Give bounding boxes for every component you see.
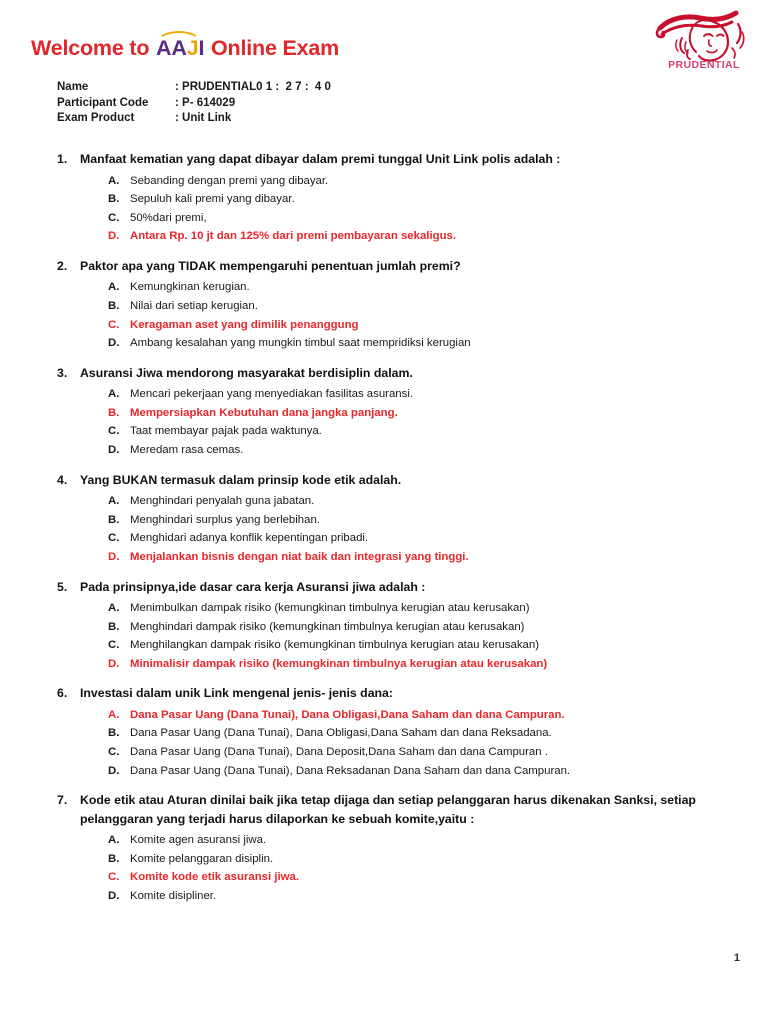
answer-option-text: Menghindari penyalah guna jabatan. <box>130 495 315 508</box>
participant-info <box>57 80 331 127</box>
answer-option-letter: B. <box>108 727 120 740</box>
answer-option[interactable] <box>0 850 768 869</box>
question-number: 6. <box>57 686 68 701</box>
answer-option[interactable] <box>0 278 768 297</box>
answer-option-letter: B. <box>108 406 120 419</box>
answer-option-letter: C. <box>108 532 120 545</box>
question-block <box>0 471 768 567</box>
answer-option-letter: D. <box>108 890 120 903</box>
answer-option[interactable] <box>0 297 768 316</box>
aaji-letter-j: J <box>186 36 199 60</box>
question-block <box>0 684 768 780</box>
answer-option-letter: D. <box>108 764 120 777</box>
answer-option[interactable] <box>0 334 768 353</box>
answer-option-letter: A. <box>108 834 120 847</box>
answer-option-selected[interactable] <box>0 316 768 335</box>
info-value-name: : PRUDENTIAL0 1 : 2 7 : 4 0 <box>175 81 331 93</box>
question-heading <box>0 257 768 276</box>
answer-option[interactable] <box>0 618 768 637</box>
answer-option[interactable] <box>0 599 768 618</box>
question-text: Pada prinsipnya,ide dasar cara kerja Asuransi jiwa adalah : <box>80 579 426 594</box>
answer-option[interactable] <box>0 762 768 781</box>
answer-option[interactable] <box>0 887 768 906</box>
answer-option-letter: B. <box>108 193 120 206</box>
answer-option-letter: D. <box>108 444 120 457</box>
page-title <box>31 36 339 61</box>
question-text: Asuransi Jiwa mendorong masyarakat berdisiplin dalam. <box>80 365 413 380</box>
answer-option[interactable] <box>0 636 768 655</box>
answer-option-letter: B. <box>108 513 120 526</box>
answer-option-selected[interactable] <box>0 227 768 246</box>
answer-option[interactable] <box>0 492 768 511</box>
answer-option-text: Menjalankan bisnis dengan niat baik dan integrasi yang tinggi. <box>130 550 469 563</box>
answer-option-selected[interactable] <box>0 706 768 725</box>
answer-option-text: Sebanding dengan premi yang dibayar. <box>130 174 329 187</box>
answer-option-list <box>0 599 768 673</box>
answer-option-text: Komite disipliner. <box>130 890 217 903</box>
answer-option-letter: A. <box>108 281 120 294</box>
info-row-name <box>57 80 331 96</box>
answer-option-letter: D. <box>108 230 120 243</box>
answer-option-text: Mempersiapkan Kebutuhan dana jangka panjang. <box>130 406 398 419</box>
question-block <box>0 364 768 460</box>
question-text: Manfaat kematian yang dapat dibayar dalam premi tunggal Unit Link polis adalah : <box>80 152 561 166</box>
answer-option-selected[interactable] <box>0 548 768 567</box>
answer-option-text: Menghindari dampak risiko (kemungkinan timbulnya kerugian atau kerusakan) <box>130 620 525 633</box>
answer-option[interactable] <box>0 441 768 460</box>
question-number: 3. <box>57 365 68 380</box>
aaji-letter-a1: A <box>156 36 172 60</box>
answer-option-text: Dana Pasar Uang (Dana Tunai), Dana Obligasi,Dana Saham dan dana Campuran. <box>130 708 565 721</box>
answer-option[interactable] <box>0 172 768 191</box>
answer-option[interactable] <box>0 529 768 548</box>
answer-option-list <box>0 278 768 352</box>
question-block <box>0 791 768 905</box>
answer-option-selected[interactable] <box>0 868 768 887</box>
answer-option-text: Dana Pasar Uang (Dana Tunai), Dana Deposit,Dana Saham dan dana Campuran . <box>130 746 548 759</box>
answer-option-selected[interactable] <box>0 655 768 674</box>
answer-option[interactable] <box>0 190 768 209</box>
info-label-participant-code: Participant Code <box>57 96 149 109</box>
question-number: 2. <box>57 258 68 273</box>
info-row-exam-product <box>57 111 331 127</box>
question-block <box>0 578 768 674</box>
page-title-suffix: Online Exam <box>205 36 340 60</box>
question-block <box>0 257 768 353</box>
answer-option-text: Keragaman aset yang dimilik penanggung <box>130 318 359 331</box>
answer-option-text: 50%dari premi, <box>130 211 207 224</box>
answer-option-text: Antara Rp. 10 jt dan 125% dari premi pembayaran sekaligus. <box>130 230 457 243</box>
answer-option-text: Menimbulkan dampak risiko (kemungkinan timbulnya kerugian atau kerusakan) <box>130 602 530 614</box>
aaji-letter-i: I <box>198 36 205 60</box>
answer-option-text: Nilai dari setiap kerugian. <box>130 299 258 312</box>
answer-option-text: Kemungkinan kerugian. <box>130 281 250 294</box>
answer-option-text: Minimalisir dampak risiko (kemungkinan timbulnya kerugian atau kerusakan) <box>130 657 548 670</box>
page-header <box>0 0 768 78</box>
aaji-logo <box>155 36 205 61</box>
answer-option-letter: A. <box>108 602 120 614</box>
info-label-exam-product: Exam Product <box>57 112 135 124</box>
info-value-participant-code: : P- 614029 <box>175 96 236 109</box>
question-list <box>0 150 768 917</box>
answer-option-text: Taat membayar pajak pada waktunya. <box>130 425 322 438</box>
answer-option-letter: A. <box>108 388 120 401</box>
answer-option-letter: C. <box>108 211 120 224</box>
answer-option-selected[interactable] <box>0 404 768 423</box>
answer-option-letter: B. <box>108 852 120 865</box>
answer-option-text: Mencari pekerjaan yang menyediakan fasilitas asuransi. <box>130 388 414 401</box>
question-heading <box>0 364 768 383</box>
answer-option-text: Komite kode etik asuransi jiwa. <box>130 871 300 884</box>
answer-option-text: Sepuluh kali premi yang dibayar. <box>130 193 295 206</box>
answer-option-letter: A. <box>108 174 120 187</box>
answer-option-letter: C. <box>108 318 120 331</box>
answer-option-text: Menghilangkan dampak risiko (kemungkinan timbulnya kerugian atau kerusakan) <box>130 639 540 652</box>
answer-option[interactable] <box>0 385 768 404</box>
answer-option-letter: C. <box>108 746 120 759</box>
question-number: 4. <box>57 472 68 487</box>
question-heading <box>0 150 768 169</box>
answer-option-letter: C. <box>108 871 120 884</box>
answer-option[interactable] <box>0 511 768 530</box>
question-text: Paktor apa yang TIDAK mempengaruhi penentuan jumlah premi? <box>80 258 461 273</box>
answer-option-letter: A. <box>108 495 120 508</box>
question-number: 5. <box>57 579 68 594</box>
page-title-prefix: Welcome to <box>31 36 156 60</box>
answer-option-letter: B. <box>108 620 120 633</box>
answer-option-list <box>0 385 768 459</box>
answer-option-letter: A. <box>108 708 120 721</box>
answer-option-text: Ambang kesalahan yang mungkin timbul saat mempridiksi kerugian <box>130 337 471 350</box>
question-number: 1. <box>57 152 68 166</box>
question-text: Kode etik atau Aturan dinilai baik jika tetap dijaga dan setiap pelanggaran harus dikenakan Sanksi, setiap pelanggaran yang terjadi harus dilaporkan ke sebuah komite,yaitu : <box>80 793 696 826</box>
answer-option-letter: C. <box>108 639 120 652</box>
question-number: 7. <box>57 793 68 808</box>
question-heading <box>0 578 768 597</box>
answer-option[interactable] <box>0 209 768 228</box>
answer-option[interactable] <box>0 831 768 850</box>
answer-option-letter: B. <box>108 299 120 312</box>
prudential-wordmark: PRUDENTIAL <box>668 59 740 71</box>
page-number: 1 <box>733 952 740 964</box>
aaji-letter-a2: A <box>171 36 187 60</box>
answer-option[interactable] <box>0 422 768 441</box>
question-heading <box>0 684 768 703</box>
info-value-exam-product: : Unit Link <box>175 112 232 124</box>
answer-option-text: Komite agen asuransi jiwa. <box>130 834 267 847</box>
answer-option-letter: D. <box>108 337 120 350</box>
answer-option[interactable] <box>0 724 768 743</box>
answer-option-list <box>0 492 768 566</box>
answer-option-text: Meredam rasa cemas. <box>130 444 244 457</box>
answer-option-text: Dana Pasar Uang (Dana Tunai), Dana Obligasi,Dana Saham dan dana Reksadana. <box>130 727 552 740</box>
question-text: Investasi dalam unik Link mengenal jenis- jenis dana: <box>80 686 393 701</box>
info-row-participant-code <box>57 96 331 112</box>
question-block <box>0 150 768 246</box>
answer-option-list <box>0 706 768 780</box>
answer-option-text: Dana Pasar Uang (Dana Tunai), Dana Reksadanan Dana Saham dan dana Campuran. <box>130 764 571 777</box>
question-text: Yang BUKAN termasuk dalam prinsip kode etik adalah. <box>80 472 402 487</box>
answer-option-list <box>0 172 768 246</box>
answer-option-list <box>0 831 768 905</box>
answer-option-letter: C. <box>108 425 120 438</box>
answer-option-letter: D. <box>108 550 120 563</box>
question-heading <box>0 471 768 490</box>
answer-option-text: Komite pelanggaran disiplin. <box>130 852 274 865</box>
prudential-logo <box>652 6 756 72</box>
answer-option-text: Menghidari adanya konflik kepentingan pribadi. <box>130 532 369 545</box>
answer-option-text: Menghindari surplus yang berlebihan. <box>130 513 320 526</box>
info-label-name: Name <box>57 81 89 93</box>
answer-option[interactable] <box>0 743 768 762</box>
question-heading <box>0 791 768 828</box>
answer-option-letter: D. <box>108 657 120 670</box>
